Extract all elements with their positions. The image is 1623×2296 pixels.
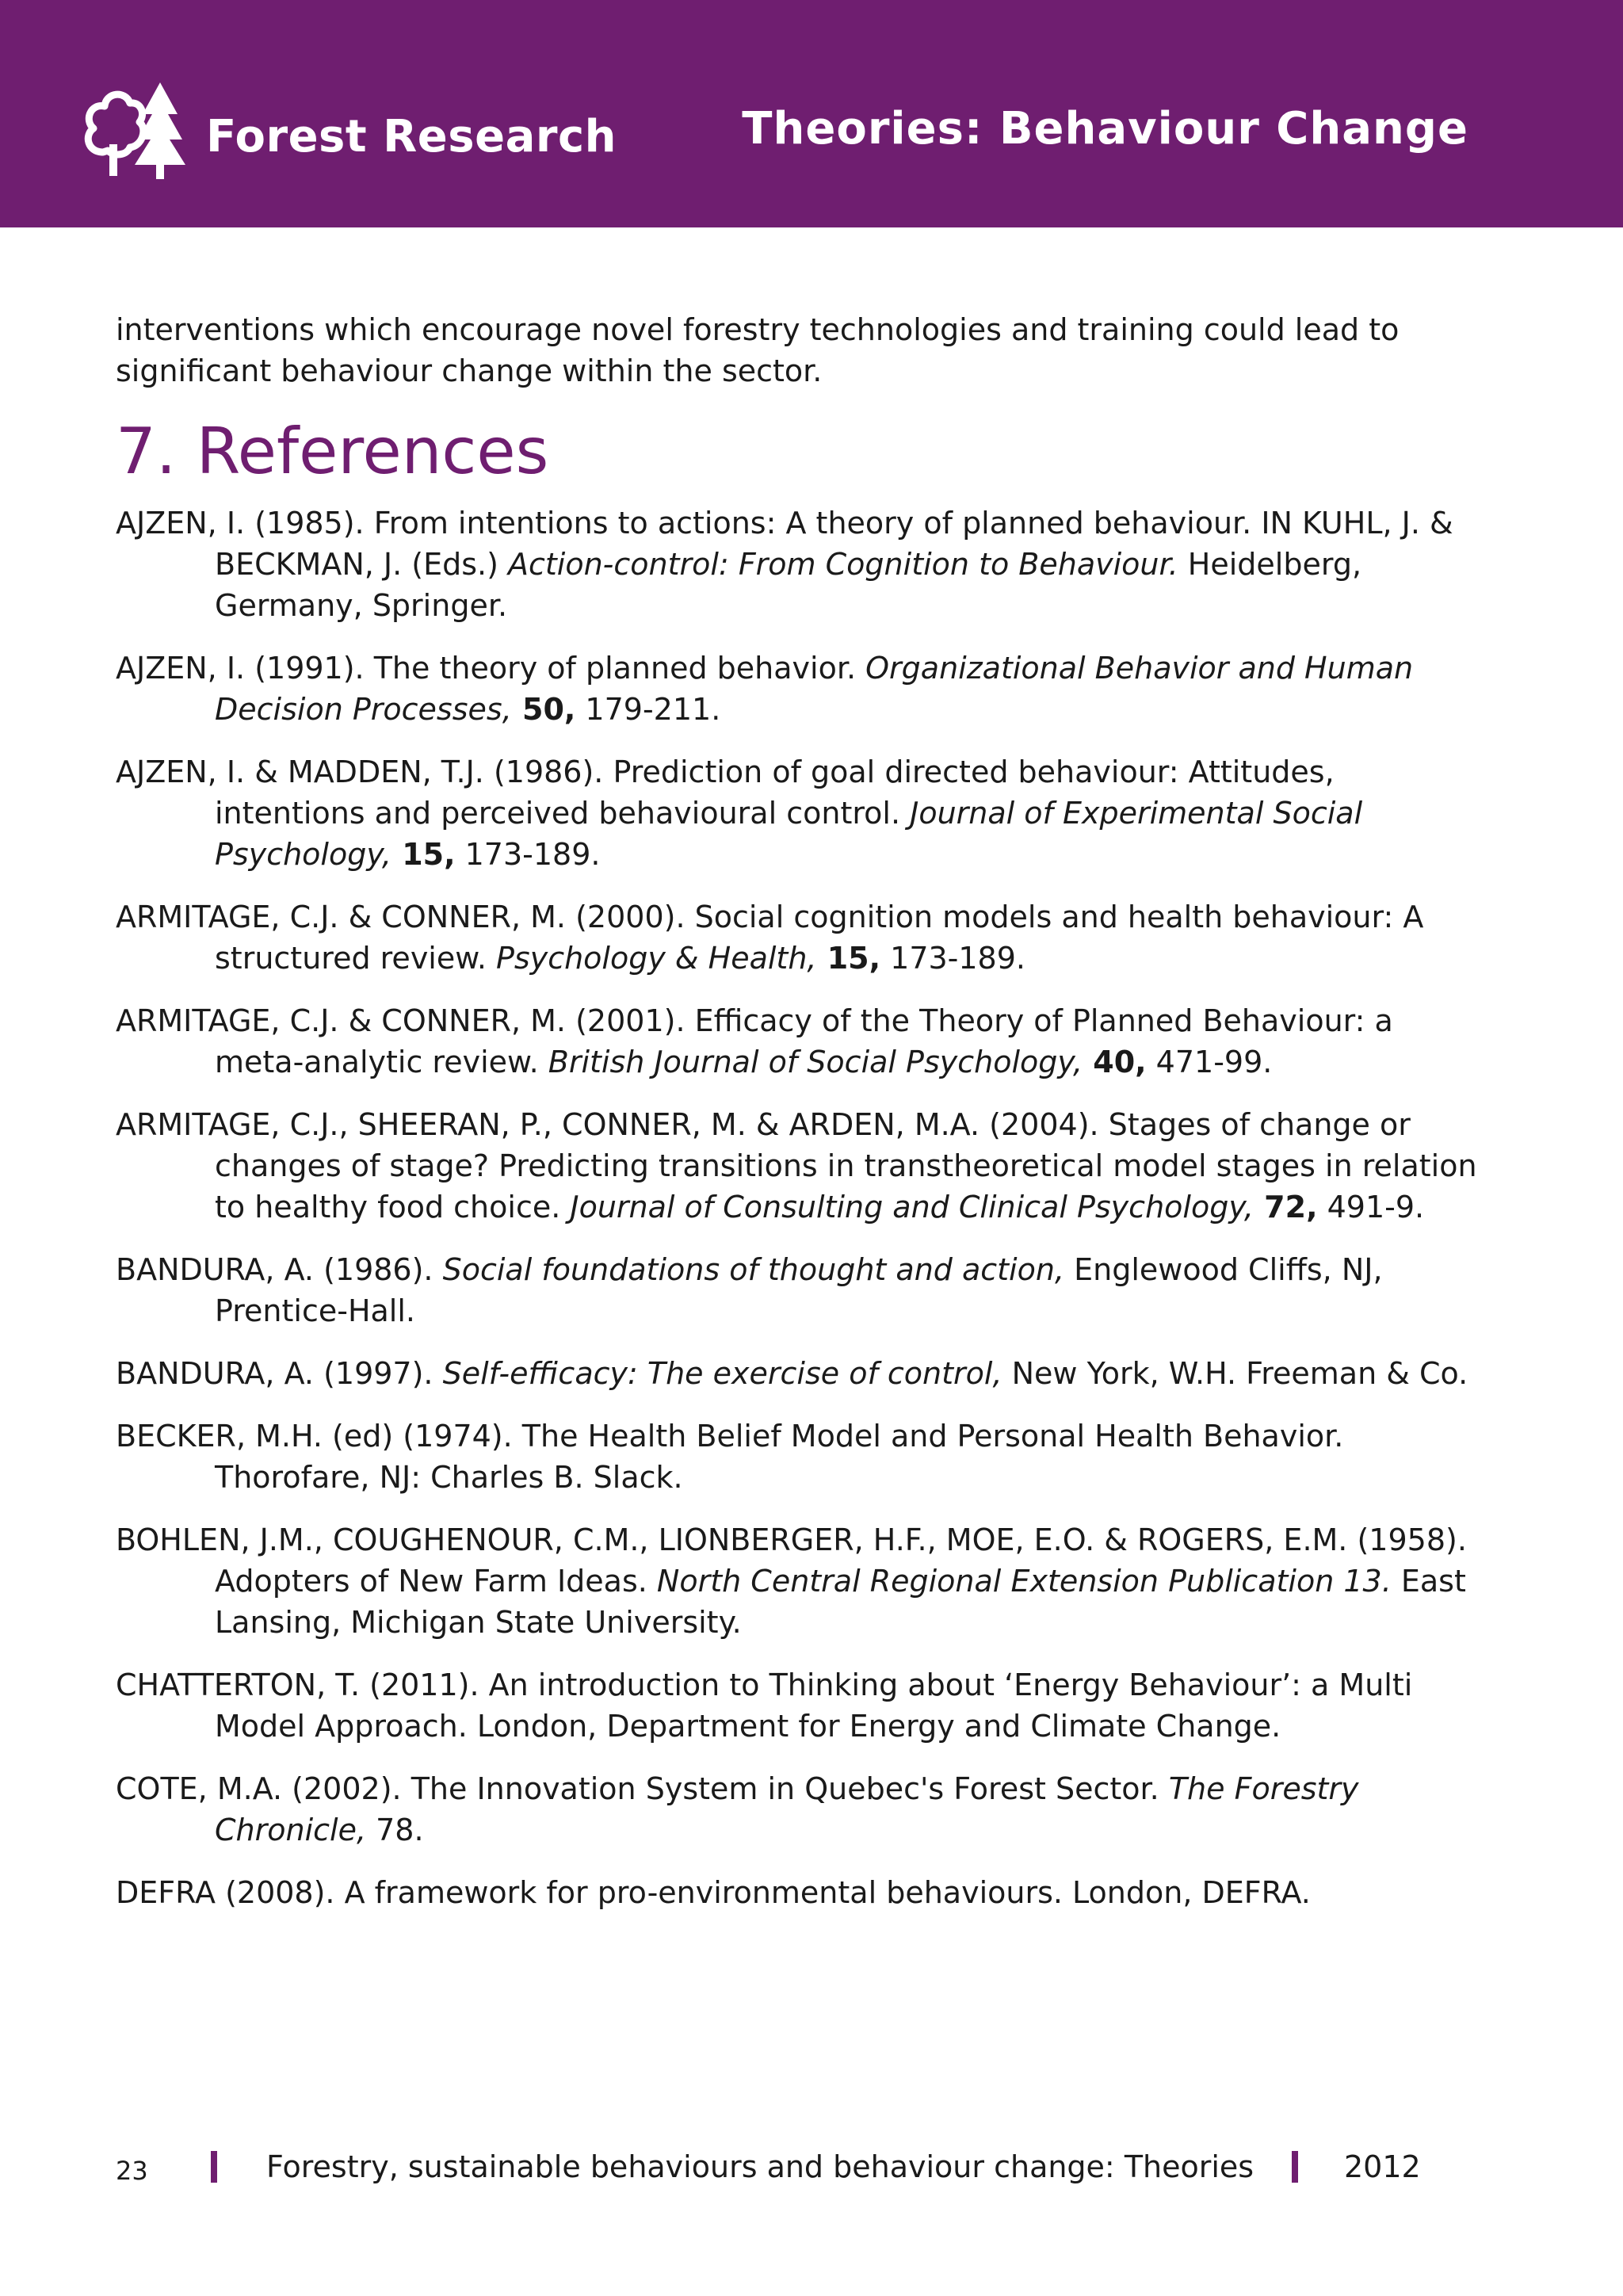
reference-post: 173-189. (880, 941, 1025, 976)
reference-entry (116, 1000, 1479, 1083)
reference-italic: British Journal of Social Psychology, (548, 1045, 1083, 1079)
reference-pre: BANDURA, A. (1986). (116, 1252, 443, 1287)
reference-pre: AJZEN, I. (1991). The theory of planned behavior. (116, 651, 866, 686)
reference-entry (116, 1249, 1479, 1331)
reference-italic: Social foundations of thought and action, (442, 1252, 1065, 1287)
reference-entry (116, 751, 1479, 875)
logo-text: Forest Research (206, 111, 617, 162)
reference-italic: North Central Regional Extension Publication 13. (656, 1564, 1392, 1599)
reference-pre: BANDURA, A. (1997). (116, 1356, 443, 1391)
reference-vol: 40 (1083, 1045, 1136, 1079)
reference-entry (116, 1768, 1479, 1851)
reference-vol: 15 (391, 837, 445, 872)
reference-post: Heidelberg, Germany, Springer. (215, 547, 1362, 623)
page-footer (116, 2148, 1510, 2195)
reference-post: 179-211. (575, 692, 721, 727)
reference-pre: ARMITAGE, C.J. & CONNER, M. (2001). Efficacy of the Theory of Planned Behaviour: a meta-analytic review. (116, 1003, 1393, 1079)
reference-pre: BOHLEN, J.M., COUGHENOUR, C.M., LIONBERGER, H.F., MOE, E.O. & ROGERS, E.M. (1958). Adopters of New Farm Ideas. (116, 1522, 1467, 1599)
reference-italic: Journal of Experimental Social Psychology, (215, 796, 1363, 872)
reference-post: 173-189. (455, 837, 601, 872)
reference-entry (116, 896, 1479, 979)
page-header (0, 0, 1623, 227)
reference-italic: Psychology & Health, (496, 941, 817, 976)
intro-paragraph: interventions which encourage novel forestry technologies and training could lead to significant behaviour change within the sector. (116, 312, 1400, 388)
tree-logo-icon (79, 79, 190, 182)
reference-italic: Self-efficacy: The exercise of control, (442, 1356, 1002, 1391)
reference-volume-comma: , (563, 692, 576, 727)
reference-entry (116, 1519, 1479, 1643)
reference-post: 78. (366, 1813, 424, 1847)
footer-separator (1292, 2151, 1298, 2183)
reference-pre: AJZEN, I. (1985). From intentions to actions: A theory of planned behaviour. IN KUHL, J. & BECKMAN, J. (Eds.) (116, 506, 1453, 582)
reference-vol: 15 (816, 941, 869, 976)
reference-post: Englewood Cliffs, NJ, Prentice-Hall. (215, 1252, 1383, 1328)
reference-entry (116, 1353, 1479, 1394)
document-section-title: Theories: Behaviour Change (742, 103, 1468, 155)
reference-list (116, 502, 1479, 1913)
reference-volume-comma: , (869, 941, 881, 976)
reference-italic: Action-control: From Cognition to Behaviour. (508, 547, 1178, 582)
reference-post: New York, W.H. Freeman & Co. (1002, 1356, 1468, 1391)
reference-entry (116, 1415, 1479, 1498)
reference-post: 491-9. (1317, 1190, 1425, 1224)
reference-entry (116, 648, 1479, 730)
forest-research-logo (79, 79, 617, 186)
footer-title: Forestry, sustainable behaviours and behaviour change: Theories (266, 2149, 1254, 2184)
reference-volume-comma: , (444, 837, 456, 872)
reference-entry (116, 502, 1479, 626)
reference-pre: ARMITAGE, C.J. & CONNER, M. (2000). Social cognition models and health behaviour: A structured review. (116, 900, 1424, 976)
reference-pre: CHATTERTON, T. (2011). An introduction to Thinking about ‘Energy Behaviour’: a Multi Model Approach. London, Department for Energy and Climate Change. (116, 1668, 1413, 1744)
reference-vol: 72 (1253, 1190, 1307, 1224)
reference-italic: Organizational Behavior and Human Decision Processes, (215, 651, 1414, 727)
reference-pre: AJZEN, I. & MADDEN, T.J. (1986). Prediction of goal directed behaviour: Attitudes, intentions and perceived behavioural control. (116, 755, 1335, 831)
reference-volume-comma: , (1135, 1045, 1147, 1079)
footer-year: 2012 (1344, 2149, 1421, 2184)
reference-entry (116, 1104, 1479, 1228)
reference-italic: Journal of Consulting and Clinical Psychology, (570, 1190, 1254, 1224)
reference-pre: ARMITAGE, C.J., SHEERAN, P., CONNER, M. & ARDEN, M.A. (2004). Stages of change or changes of stage? Predicting transitions in transtheoretical model stages in relation to healthy food choice. (116, 1107, 1477, 1224)
reference-post: East Lansing, Michigan State University. (215, 1564, 1466, 1640)
footer-separator (211, 2151, 217, 2183)
reference-post: 471-99. (1146, 1045, 1273, 1079)
section-heading: 7. References (116, 415, 549, 488)
reference-pre: BECKER, M.H. (ed) (1974). The Health Belief Model and Personal Health Behavior. Thorofare, NJ: Charles B. Slack. (116, 1419, 1344, 1495)
reference-volume-comma: , (1306, 1190, 1318, 1224)
reference-vol: 50 (511, 692, 564, 727)
reference-entry (116, 1872, 1479, 1913)
page-content (116, 309, 1479, 1935)
reference-entry (116, 1664, 1479, 1747)
reference-italic: The Forestry Chronicle, (215, 1771, 1359, 1847)
reference-pre: DEFRA (2008). A framework for pro-environmental behaviours. London, DEFRA. (116, 1875, 1311, 1910)
page-number: 23 (116, 2156, 148, 2186)
reference-pre: COTE, M.A. (2002). The Innovation System in Quebec's Forest Sector. (116, 1771, 1169, 1806)
